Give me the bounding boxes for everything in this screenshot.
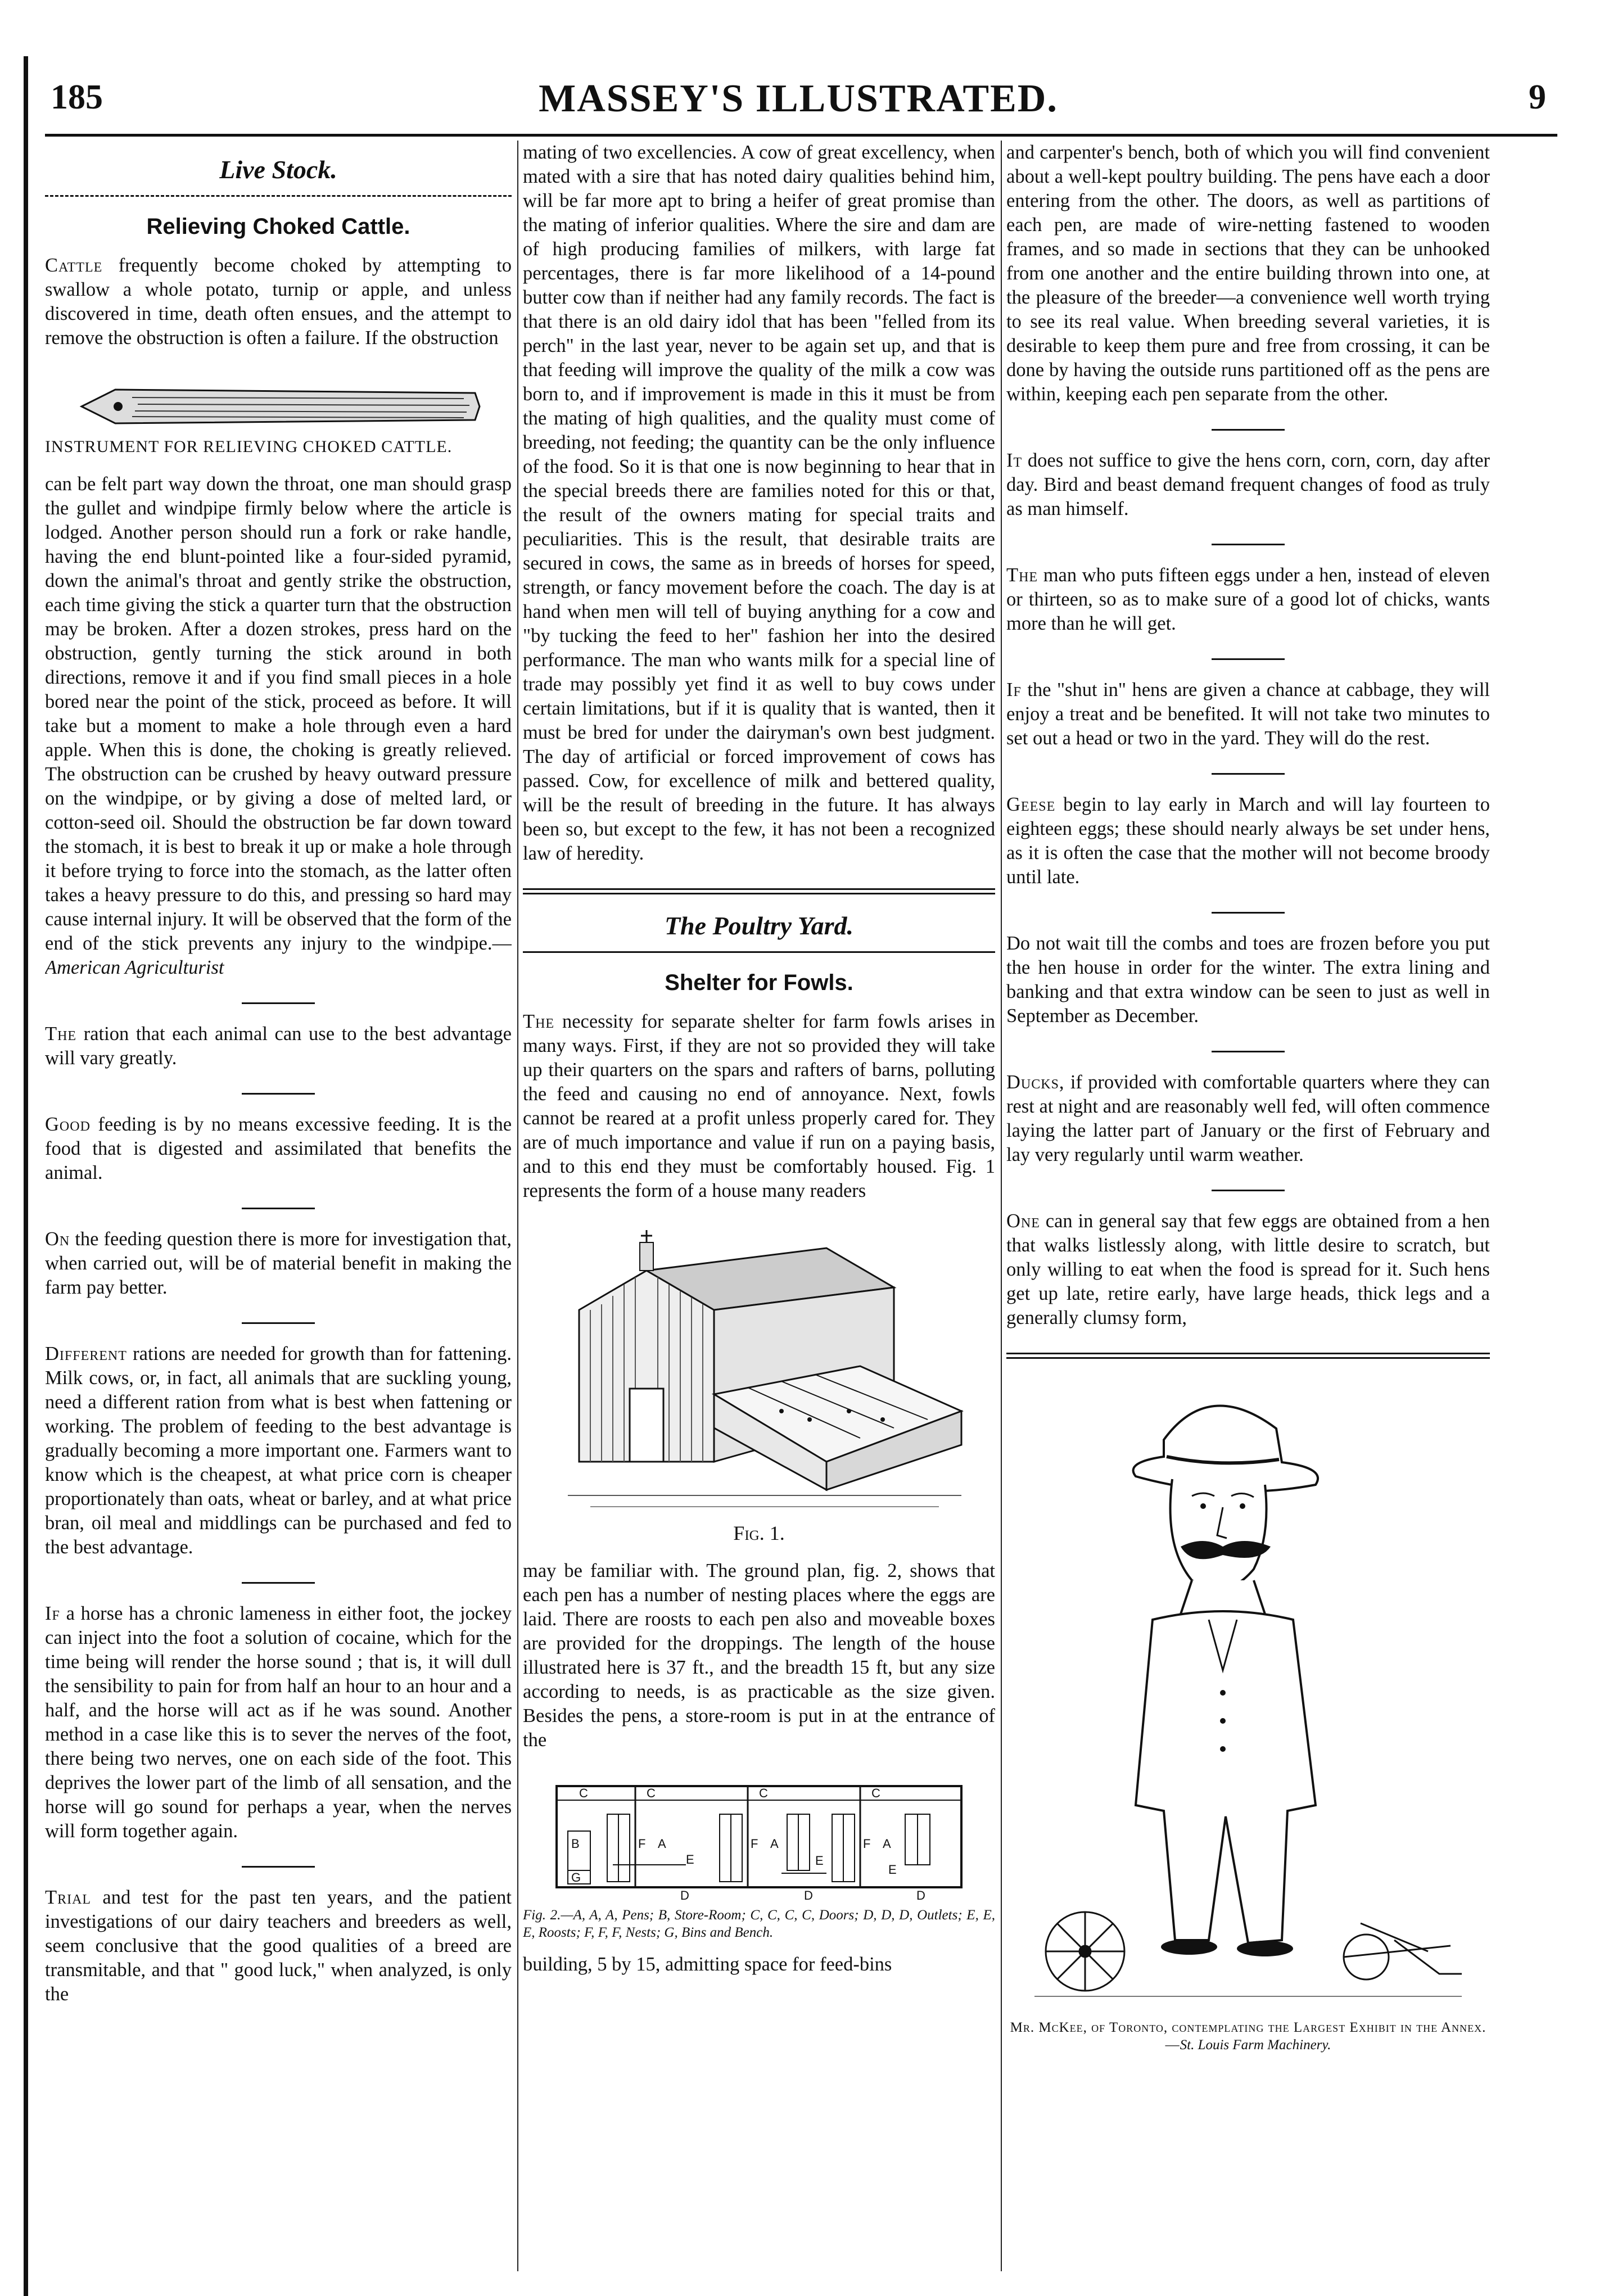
svg-text:E: E <box>815 1854 824 1868</box>
paragraph: On the feeding question there is more for investigation that, when carried out, will be of material benefit in making the farm pay better. <box>45 1228 512 1298</box>
svg-text:D: D <box>804 1888 813 1902</box>
separator-rule <box>242 1208 315 1209</box>
svg-text:C: C <box>759 1786 768 1800</box>
separator-rule <box>1212 1051 1285 1052</box>
svg-text:D: D <box>916 1888 925 1902</box>
paragraph: Do not wait till the combs and toes are frozen before you put the hen house in order for the winter. The extra lining and banking and that extra window can be seen to just as well in September as December. <box>1006 933 1490 1027</box>
paragraph: The man who puts fifteen eggs under a hen, instead of eleven or thirteen, so as to make sure of a good lot of chicks, wants more than he will get. <box>1006 564 1490 634</box>
svg-text:A: A <box>883 1837 891 1851</box>
svg-text:E: E <box>888 1863 897 1877</box>
separator-rule <box>1212 773 1285 775</box>
paragraph: building, 5 by 15, admitting space for feed-bins <box>523 1954 892 1975</box>
paragraph: may be familiar with. The ground plan, fig. 2, shows that each pen has a number of nesting places where the eggs are laid. There are roosts to each pen also and moveable boxes are provided for the droppings. The length of the house illustrated here is 37 ft., and the breadth 15 ft, but any size according to needs, is as practicable as the size given. Besides the pens, a store-room is put in at the entrance of the <box>523 1560 995 1751</box>
svg-text:C: C <box>647 1786 656 1800</box>
separator-rule <box>1212 658 1285 660</box>
svg-text:B: B <box>571 1837 580 1851</box>
svg-text:G: G <box>571 1870 581 1884</box>
instrument-caption: INSTRUMENT FOR RELIEVING CHOKED CATTLE. <box>45 437 453 456</box>
paragraph: The ration that each animal can use to the best advantage will vary greatly. <box>45 1023 512 1069</box>
ground-plan-illustration <box>545 1775 973 1904</box>
cartoon-caption: Mr. McKee, of Toronto, contemplating the Largest Exhibit in the Annex.—St. Louis Farm Machinery. <box>1010 2020 1487 2053</box>
separator-rule <box>1212 429 1285 431</box>
poultry-house-illustration <box>545 1226 973 1518</box>
masthead-title: MASSEY'S ILLUSTRATED. <box>539 77 1058 120</box>
svg-text:F: F <box>863 1837 871 1851</box>
department-heading-live-stock: Live Stock. <box>219 155 337 184</box>
instrument-illustration <box>70 373 486 435</box>
department-heading-poultry-yard: The Poultry Yard. <box>664 911 854 940</box>
separator-rule <box>242 1582 315 1584</box>
section-double-rule <box>523 888 995 894</box>
svg-text:A: A <box>658 1837 666 1851</box>
section-rule <box>45 195 512 197</box>
paragraph: Different rations are needed for growth than for fattening. Milk cows, or, in fact, all animals that are suckling young, need a different ration from what is best when fattening or working. The problem of feeding to the best advantage is gradually becoming a more important one. Farmers want to know which is the cheapest, at what price corn is cheaper proportionately than oats, wheat or barley, and at what price bran, oil meal and middlings can be purchased and fed to the best advantage. <box>45 1343 512 1558</box>
separator-rule <box>242 1002 315 1004</box>
paragraph: and carpenter's bench, both of which you will find convenient about a well-kept poultry building. The pens have each a door entering from the other. The doors, as well as partitions of each pen, are made of wire-netting fastened to wooden frames, and so made in sections that they can be unhooked from one another and the entire building thrown into one, at the pleasure of the breeder—a convenience well worth trying to see its real value. When breeding several varieties, it is desirable to keep them pure and free from crossing, it can be done by having the outside runs partitioned off as the pens are within, keeping each pen separate from the other. <box>1006 142 1490 405</box>
svg-text:C: C <box>579 1786 588 1800</box>
article-title-choked-cattle: Relieving Choked Cattle. <box>146 214 410 239</box>
paragraph: If a horse has a chronic lameness in either foot, the jockey can inject into the foot a solution of cocaine, which for the time being will render the horse sound ; that is, it will dull the sensibility to pain for from half an hour to an hour and a half, and the horse will act as if he was sound. Another method in a case like this is to sever the nerves of the foot, there being two nerves, one on each side of the foot. This deprives the lower part of the limb of all sensation, and the horse will go sound for perhaps a year, when the nerves will form together again. <box>45 1603 512 1842</box>
separator-rule <box>1212 912 1285 914</box>
paragraph: The necessity for separate shelter for farm fowls arises in many ways. First, if they are not so provided they will take up their quarters on the spars and rafters of barns, polluting the feed and causing no end of annoyance. Next, fowls cannot be reared at a profit unless properly cared for. They are of much importance and value if run on a paying basis, and to this end they must be comfortably housed. Fig. 1 represents the form of a house many readers <box>523 1011 995 1201</box>
paragraph: Ducks, if provided with comfortable quarters where they can rest at night and are reasonably well fed, will often commence laying the latter part of January or the first of February and lay very regularly until warm weather. <box>1006 1072 1490 1165</box>
svg-text:A: A <box>770 1837 779 1851</box>
paragraph: Geese begin to lay early in March and will lay fourteen to eighteen eggs; these should nearly always be set under hens, as it is often the case that the mother will not become broody until late. <box>1006 794 1490 888</box>
paragraph: mating of two excellencies. A cow of great excellency, when mated with a sire that has noted dairy qualities behind him, will be far more apt to bring a heifer of great promise than the mating of inferior qualities. Where the sire and dam are of high producing families of milkers, with large fat percentages, there is far more likelihood of a 14-pound butter cow than if neither had any family records. The fact is that there is an old dairy idol that has been "felled from its perch" in the last year, never to be again set up, and that is that feeding will improve the quality of the milk a cow was born to, and if improvement is made in this it must be from the mating of high qualities, and the quality must come of breeding, not feeding; the quantity can be the only influence of the food. So it is that one is now beginning to hear that in the special breeds there are families noted for this or that, the result of the owners mating for special traits and peculiarities. This is the result, that desirable traits are secured in cows, the same as in breeds of horses for speed, strength, or fancy movement before the coach. The day is at hand when men will tell of buying anything for a cow and "by tucking the feed to her" fashion her into the desired performance. The man who wants milk for a special line of trade may possibly yet find it as well to buy cows under certain limitations, but if it is quality that is wanted, then it must be bred for under the dairyman's own best judgment. The day of artificial or forced improvement of cows has passed. Cow, for excellence of milk and bettered quality, will be the result of breeding in the future. It has always been so, but except to the few, it has not been a recognized law of heredity. <box>523 142 995 864</box>
paragraph: can be felt part way down the throat, one man should grasp the gullet and windpipe firmly below where the article is lodged. Another person should run a fork or rake handle, having the end blunt-pointed like a four-sided pyramid, down the animal's throat and gently strike the obstruction, each time giving the stick a quarter turn that the obstruction may be broken. After a dozen strokes, press hard on the obstruction, gently turning the stick around in both directions, remove it and if you find small pieces in a hole bored near the point of the stick, proceed as before. It will take but a moment to make a hole through even a hard apple. When this is done, the choking is greatly relieved. The obstruction can be crushed by heavy outward pressure on the windpipe, or by giving a dose of melted lard, or cotton-seed oil. Should the obstruction be far down toward the stomach, it is best to break it up or make a hole through it before trying to force into the stomach, as the latter often takes a heavy pressure to do this, and pressing so hard may cause internal injury. It will be observed that the form of the end of the stick prevents any injury to the windpipe.—American Agriculturist <box>45 473 512 978</box>
figure-1-caption: Fig. 1. <box>733 1522 785 1544</box>
section-rule <box>523 951 995 953</box>
paragraph: Good feeding is by no means excessive feeding. It is the food that is digested and assimilated that benefits the animal. <box>45 1114 512 1183</box>
column-2 <box>523 141 995 2271</box>
article-title-shelter-for-fowls: Shelter for Fowls. <box>665 970 853 995</box>
cartoon-illustration <box>1023 1378 1473 2019</box>
separator-rule <box>1212 544 1285 545</box>
paragraph: Trial and test for the past ten years, and the patient investigations of our dairy teachers and breeders as well, seem conclusive that the good qualities of a breed are transmitable, and that " good luck," when analyzed, is only the <box>45 1887 512 2005</box>
page-number-left: 185 <box>51 78 103 116</box>
svg-text:D: D <box>680 1888 689 1902</box>
column-1 <box>45 141 512 2271</box>
svg-text:F: F <box>638 1837 646 1851</box>
svg-text:F: F <box>751 1837 758 1851</box>
section-double-rule <box>1006 1353 1490 1359</box>
separator-rule <box>242 1866 315 1868</box>
paragraph: Cattle frequently become choked by attempting to swallow a whole potato, turnip or apple, and unless discovered in time, death often ensues, and the attempt to remove the obstruction is often a failure. If the obstruction <box>45 255 512 349</box>
figure-2-caption: Fig. 2.—A, A, A, Pens; B, Store-Room; C, C, C, C, Doors; D, D, D, Outlets; E, E, E, Roosts; F, F, F, Nests; G, Bins and Bench. <box>523 1908 995 1940</box>
separator-rule <box>242 1093 315 1095</box>
column-rule <box>517 141 518 2271</box>
paragraph: If the "shut in" hens are given a chance at cabbage, they will enjoy a treat and be benefited. It will not take two minutes to set out a head or two in the yard. They will do the rest. <box>1006 679 1490 749</box>
separator-rule <box>1212 1190 1285 1191</box>
svg-text:E: E <box>686 1852 694 1866</box>
column-3 <box>1006 141 1490 2271</box>
paragraph: One can in general say that few eggs are obtained from a hen that walks listlessly along, with little desire to scratch, but only willing to eat when the food is spread for it. Such hens get up late, retire early, have large heads, thick legs and a generally clumsy form, <box>1006 1210 1490 1328</box>
svg-text:C: C <box>871 1786 880 1800</box>
page-header <box>45 67 1552 129</box>
separator-rule <box>242 1322 315 1324</box>
paragraph: It does not suffice to give the hens corn, corn, corn, day after day. Bird and beast demand frequent changes of food as truly as man himself. <box>1006 450 1490 519</box>
binding-rule <box>24 56 28 2296</box>
header-rule <box>45 134 1557 137</box>
column-rule <box>1001 141 1002 2271</box>
page-number-right: 9 <box>1529 78 1546 116</box>
